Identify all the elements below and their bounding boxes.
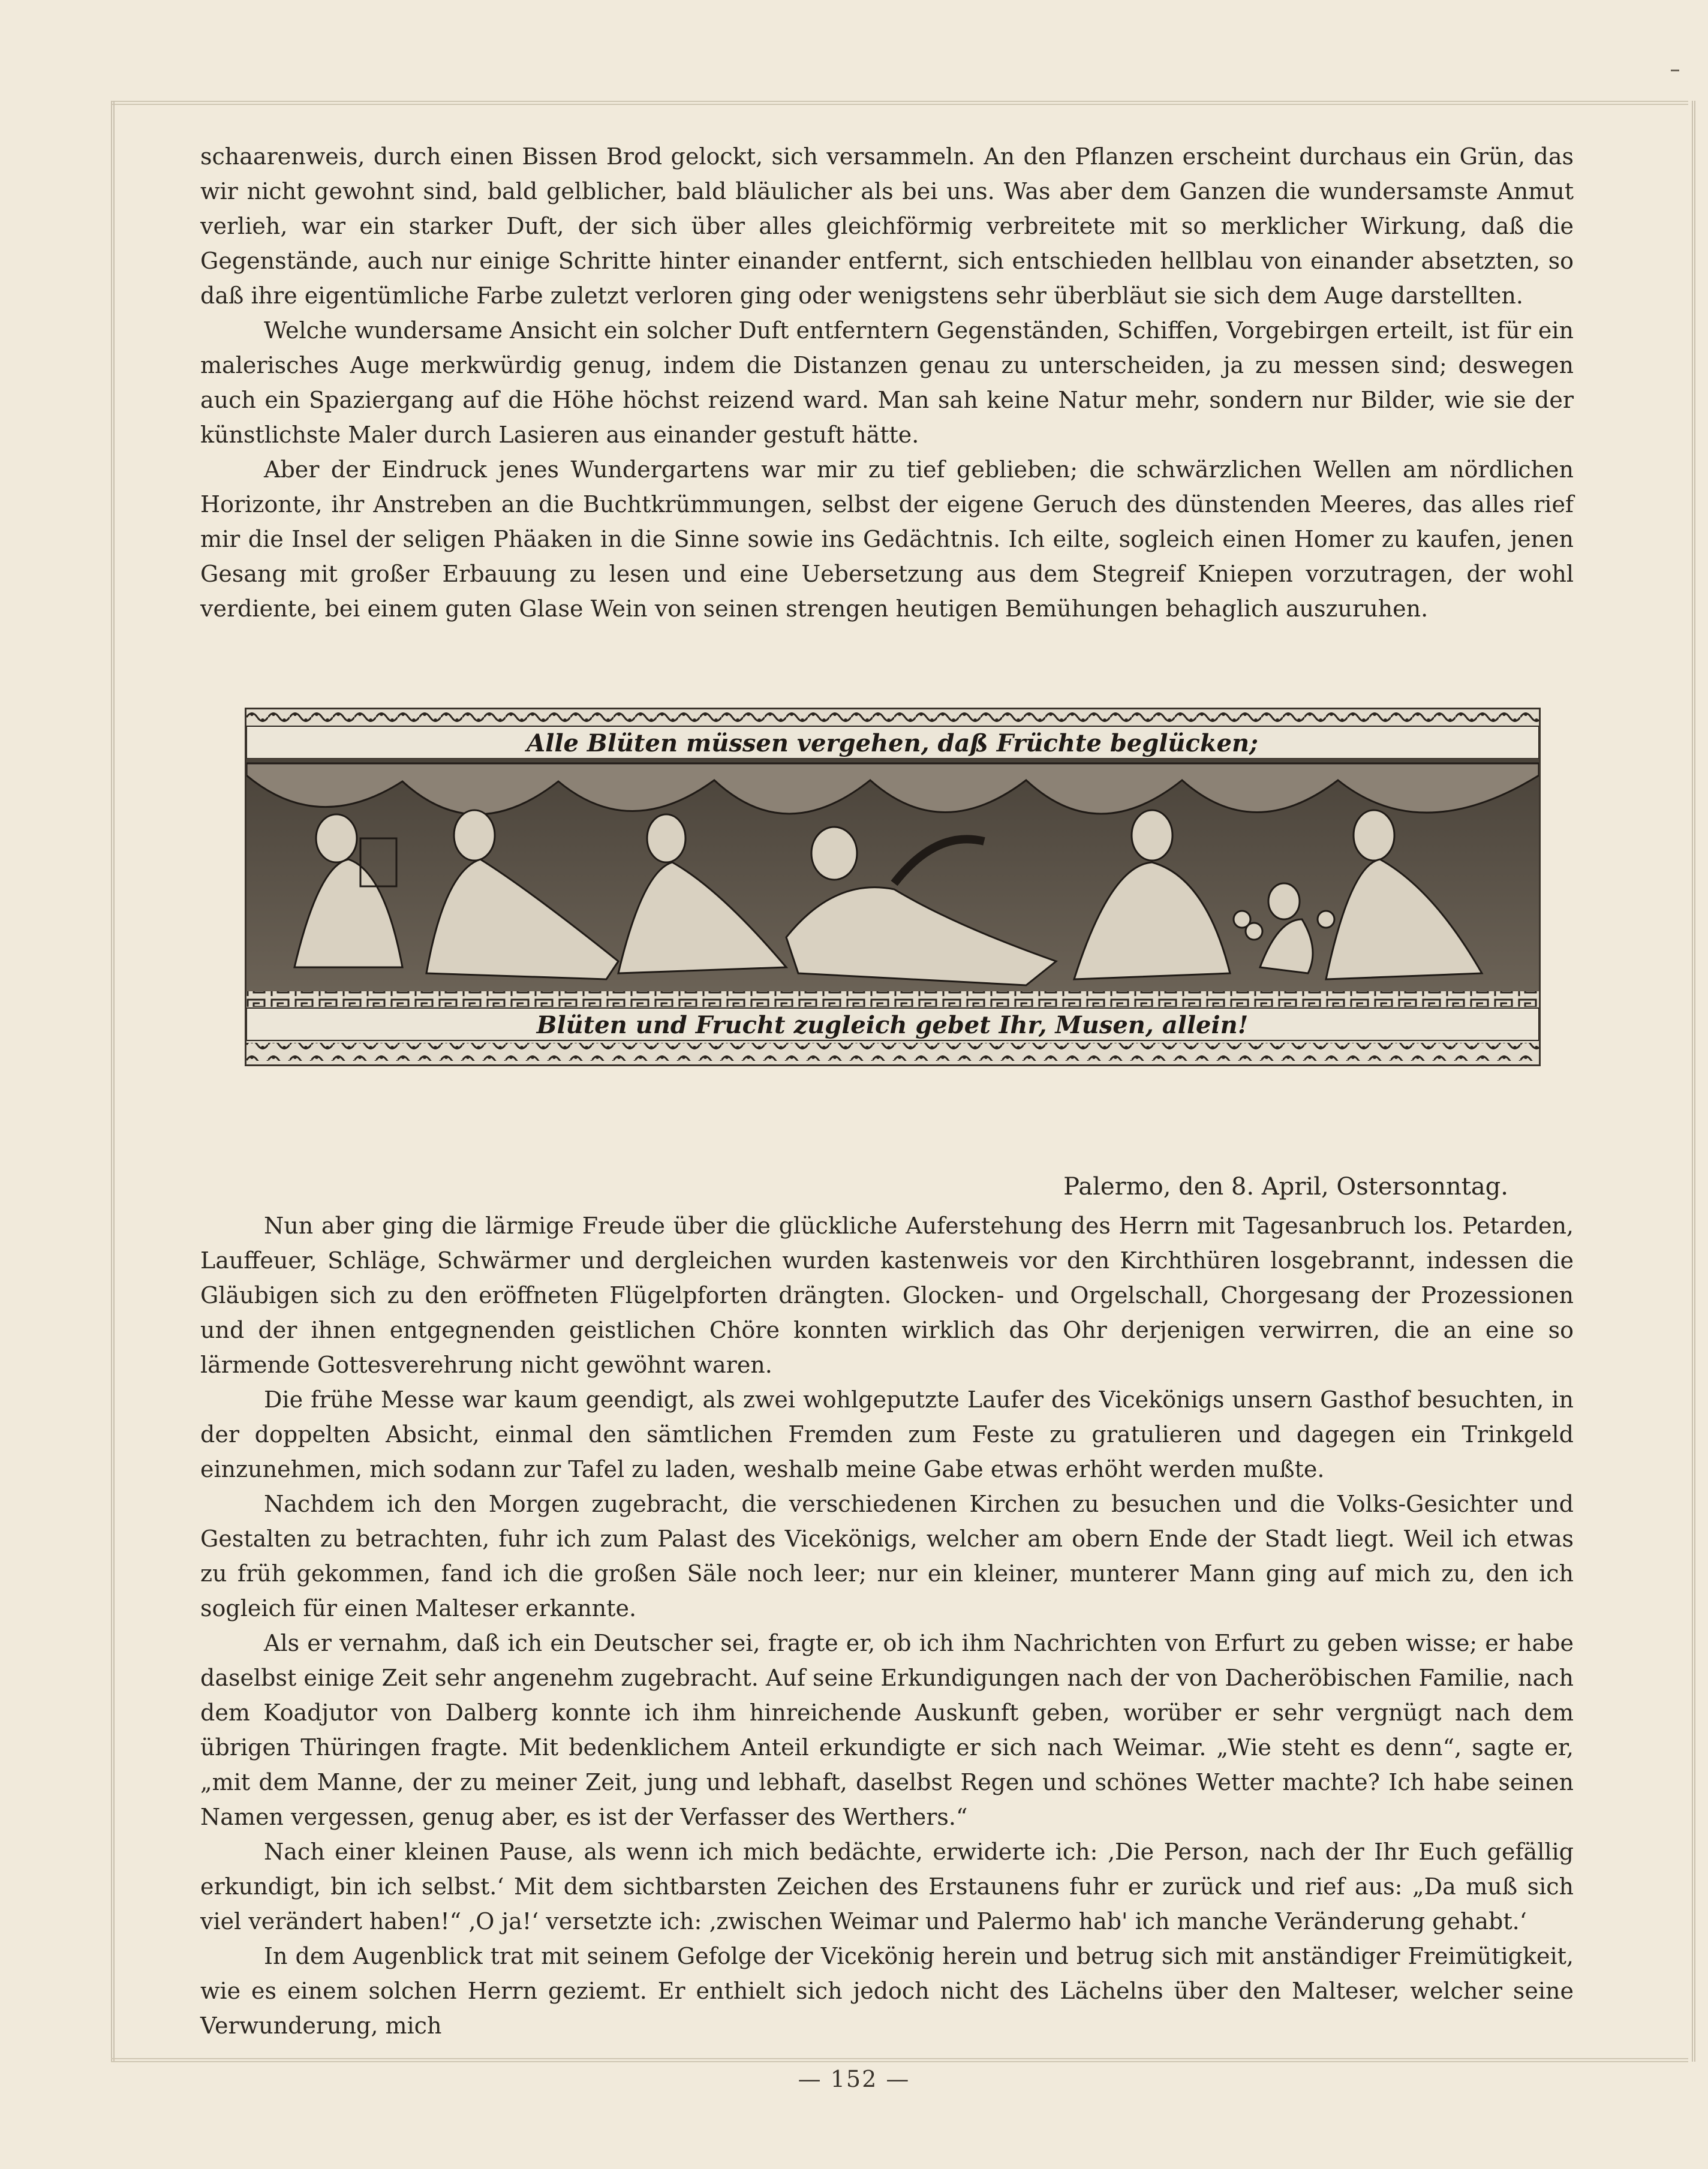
paragraph: Aber der Eindruck jenes Wundergartens war mir zu tief geblieben; die schwärzlichen Wellen am nördlichen Horizonte, ihr Anstreben an die Buchtkrümmungen, selbst der eigene Geruch des dünstenden Meeres, das alles rief mir die Insel der seligen Phäaken in die Sinne sowie ins Gedächtnis. Ich eilte, sogleich einen Homer zu kaufen, jenen Gesang mit großer Erbauung zu lesen und eine Uebersetzung aus dem Stegreif Kniepen vorzutragen, der wohl verdiente, bei einem guten Glase Wein von seinen strengen heutigen Bemühungen behaglich auszuruhen. <box>200 456 1574 622</box>
meander-border <box>246 991 1539 1007</box>
paragraph: Nach einer kleinen Pause, als wenn ich mich bedächte, erwiderte ich: ‚Die Person, nach der Ihr Euch gefällig erkundigt, bin ich selbst.‘ Mit dem sichtbarsten Zeichen des Erstaunens fuhr er zurück und rief aus: „Da muß sich viel verändert haben!“ ‚O ja!‘ versetzte ich: ‚zwischen Weimar und Palermo hab' ich manche Veränderung gehabt.‘ <box>200 1839 1574 1935</box>
frieze-caption-top: Alle Blüten müssen vergehen, daß Früchte beglücken; <box>527 729 1258 757</box>
paragraph: Nachdem ich den Morgen zugebracht, die verschiedenen Kirchen zu besuchen und die Volks-Gesichter und Gestalten zu betrachten, fuhr ich zum Palast des Vicekönigs, welcher am obern Ende der Stadt liegt. Weil ich etwas zu früh gekommen, fand ich die großen Säle noch leer; nur ein kleiner, munterer Mann ging auf mich zu, den ich sogleich für einen Malteser erkannte. <box>200 1491 1574 1622</box>
dateline: Palermo, den 8. April, Ostersonntag. <box>1063 1173 1508 1201</box>
frieze-engraving <box>246 709 1539 1064</box>
page-number: — 152 — <box>798 2066 910 2092</box>
paragraph: Nun aber ging die lärmige Freude über die glückliche Auferstehung des Herrn mit Tagesanbruch los. Petarden, Lauffeuer, Schläge, Schwärmer und dergleichen wurden kastenweis vor den Kirchthüren losgebrannt, indessen die Gläubigen sich zu den eröffneten Flügelpforten drängten. Glocken- und Orgelschall, Chorgesang der Prozessionen und der ihnen entgegnenden geistlichen Chöre konnten wirklich das Ohr derjenigen verwirren, die an eine so lärmende Gottesverehrung nicht gewöhnt waren. <box>200 1213 1574 1378</box>
bottom-rule <box>111 2058 1688 2062</box>
frieze-illustration <box>245 708 1541 1066</box>
leaf-border-bottom <box>246 1043 1539 1061</box>
corner-mark <box>1671 70 1679 71</box>
paragraph: In dem Augenblick trat mit seinem Gefolge der Vicekönig herein und betrug sich mit anständiger Freimütigkeit, wie es einem solchen Herrn geziemt. Er enthielt sich jedoch nicht des Lächelns über den Malteser, welcher seine Verwunderung, mich <box>200 1943 1574 2039</box>
paragraph: schaarenweis, durch einen Bissen Brod gelockt, sich versammeln. An den Pflanzen erscheint durchaus ein Grün, das wir nicht gewohnt sind, bald gelblicher, bald bläulicher als bei uns. Was aber dem Ganzen die wundersamste Anmut verlieh, war ein starker Duft, der sich über alles gleichförmig verbreitete mit so merklicher Wirkung, daß die Gegenstände, auch nur einige Schritte hinter einander entfernt, sich entschieden hellblau von einander absetzten, so daß ihre eigentümliche Farbe zuletzt verloren ging oder wenigstens sehr überbläut sie sich dem Auge darstellten. <box>200 143 1574 309</box>
paragraph: Welche wundersame Ansicht ein solcher Duft entferntern Gegenständen, Schiffen, Vorgebirgen erteilt, ist für ein malerisches Auge merkwürdig genug, indem die Distanzen genau zu unterscheiden, ja zu messen sind; deswegen auch ein Spaziergang auf die Höhe höchst reizend ward. Man sah keine Natur mehr, sondern nur Bilder, wie sie der künstlichste Maler durch Lasieren aus einander gestuft hätte. <box>200 317 1574 448</box>
frieze-caption-bottom: Blüten und Frucht zugleich gebet Ihr, Musen, allein! <box>536 1011 1249 1039</box>
text-block-bottom <box>200 1208 1574 2043</box>
paragraph: Die frühe Messe war kaum geendigt, als zwei wohlgeputzte Laufer des Vicekönigs unsern Gasthof besuchten, in der doppelten Absicht, einmal den sämtlichen Fremden zum Feste zu gratulieren und dagegen ein Trinkgeld einzunehmen, mich sodann zur Tafel zu laden, weshalb meine Gabe etwas erhöht werden mußte. <box>200 1386 1574 1482</box>
leaf-border-top <box>246 709 1539 726</box>
paragraph: Als er vernahm, daß ich ein Deutscher sei, fragte er, ob ich ihm Nachrichten von Erfurt zu geben wisse; er habe daselbst einige Zeit sehr angenehm zugebracht. Auf seine Erkundigungen nach der von Dacheröbischen Familie, nach dem Koadjutor von Dalberg konnte ich ihm hinreichende Auskunft geben, worüber er sehr vergnügt nach dem übrigen Thüringen fragte. Mit bedenklichem Anteil erkundigte er sich nach Weimar. „Wie steht es denn“, sagte er, „mit dem Manne, der zu meiner Zeit, jung und lebhaft, daselbst Regen und schönes Wetter machte? Ich habe seinen Namen vergessen, genug aber, es ist der Verfasser des Werthers.“ <box>200 1630 1574 1830</box>
text-block-top <box>200 139 1574 626</box>
